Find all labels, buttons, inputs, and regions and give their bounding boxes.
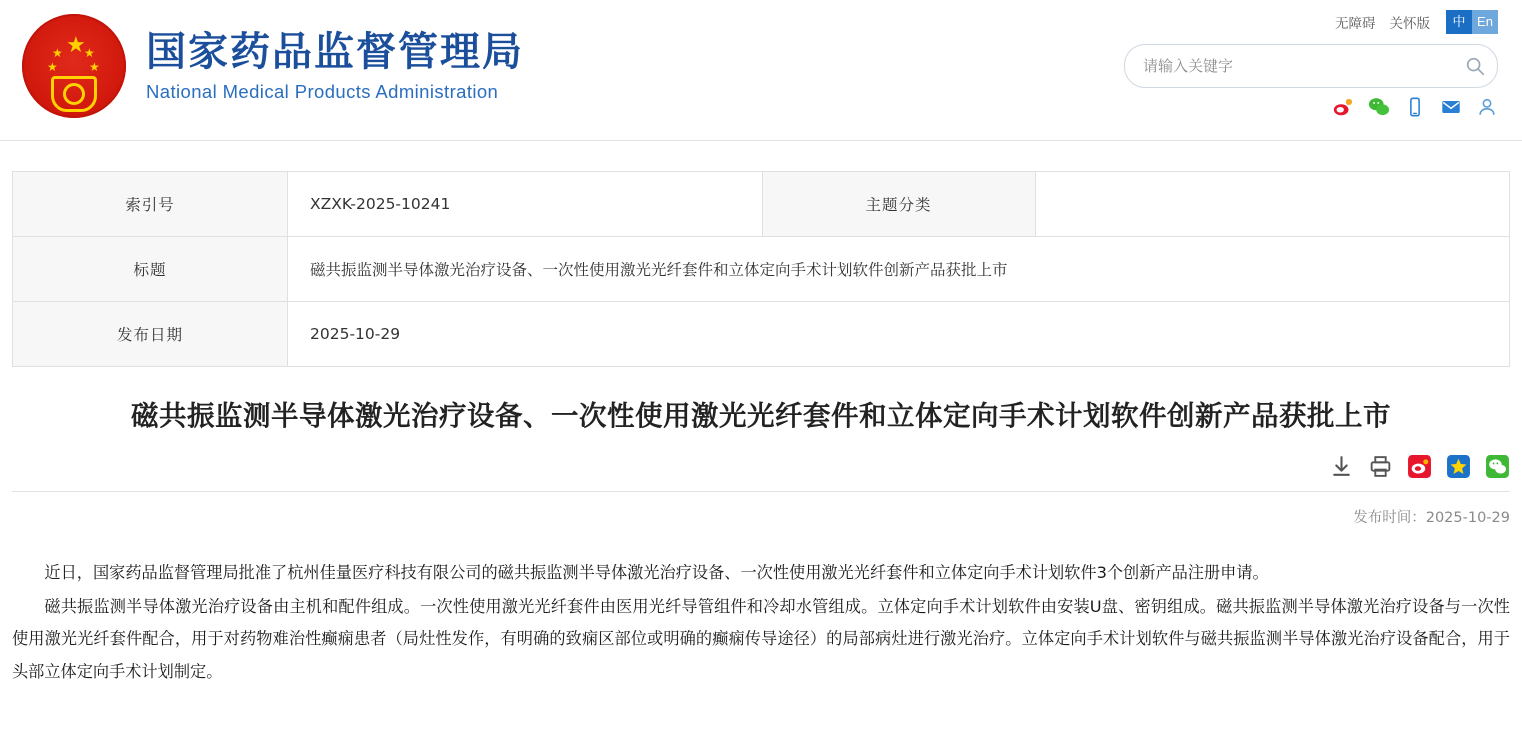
wechat-icon[interactable] (1368, 96, 1390, 118)
page-content (0, 171, 1522, 688)
table-row (13, 172, 1510, 237)
accessibility-link[interactable]: 无障碍 (1335, 16, 1376, 31)
language-en-button[interactable]: En (1472, 10, 1498, 34)
site-header (0, 0, 1522, 141)
user-icon[interactable] (1476, 96, 1498, 118)
language-cn-button[interactable]: 中 (1446, 10, 1472, 34)
site-title-block (146, 29, 524, 103)
emblem-star-1: ★ (52, 46, 63, 60)
emblem-star-2: ★ (47, 60, 58, 74)
national-emblem-icon (22, 14, 126, 118)
publish-time (12, 506, 1510, 527)
elder-mode-link[interactable]: 关怀版 (1389, 16, 1430, 31)
site-title-en: National Medical Products Administration (146, 81, 499, 102)
meta-value-index: XZXK-2025-10241 (288, 172, 763, 237)
table-row (13, 302, 1510, 367)
meta-label-index: 索引号 (13, 172, 288, 237)
site-title-cn: 国家药品监督管理局 (146, 29, 524, 75)
search-button[interactable] (1453, 45, 1497, 87)
meta-label-category: 主题分类 (762, 172, 1035, 237)
site-logo[interactable] (22, 14, 524, 118)
print-icon[interactable] (1368, 454, 1393, 479)
meta-value-title: 磁共振监测半导体激光治疗设备、一次性使用激光光纤套件和立体定向手术计划软件创新产品获批上市 (288, 237, 1510, 302)
mobile-icon[interactable] (1404, 96, 1426, 118)
language-switcher (1446, 10, 1498, 34)
top-utility-links (1321, 10, 1498, 34)
social-icon-row (1332, 96, 1498, 118)
emblem-gear-icon (51, 76, 97, 112)
meta-label-title: 标题 (13, 237, 288, 302)
meta-value-publish-date: 2025-10-29 (288, 302, 1510, 367)
weibo-icon[interactable] (1332, 96, 1354, 118)
article-paragraph: 近日，国家药品监督管理局批准了杭州佳量医疗科技有限公司的磁共振监测半导体激光治疗设备、一次性使用激光光纤套件和立体定向手术计划软件3个创新产品注册申请。 (44, 562, 1269, 582)
search-input[interactable] (1125, 45, 1453, 87)
search-icon (1464, 55, 1486, 77)
publish-time-value: 2025-10-29 (1425, 509, 1510, 526)
mail-icon[interactable] (1440, 96, 1462, 118)
article-toolbar (12, 454, 1510, 492)
article-paragraph: 磁共振监测半导体激光治疗设备由主机和配件组成。一次性使用激光光纤套件由医用光纤导管组件和冷却水管组成。立体定向手术计划软件由安装U盘、密钥组成。磁共振监测半导体激光治疗设备与一次性使用激光光纤套件配合，用于对药物难治性癫痫患者（局灶性发作，有明确的致痫区部位或明确的癫痫传导途径）的局部病灶进行激光治疗。立体定向手术计划软件与磁共振监测半导体激光治疗设备配合，用于头部立体定向手术计划制定。 (12, 596, 1510, 681)
meta-value-category (1035, 172, 1510, 237)
download-icon[interactable] (1329, 454, 1354, 479)
search-box[interactable] (1124, 44, 1498, 88)
emblem-star-4: ★ (89, 60, 100, 74)
weibo-share-icon[interactable] (1407, 454, 1432, 479)
publish-time-label: 发布时间： (1353, 509, 1426, 526)
emblem-star-large: ★ (66, 32, 86, 57)
meta-label-publish-date: 发布日期 (13, 302, 288, 367)
document-metadata-table (12, 171, 1510, 367)
table-row (13, 237, 1510, 302)
wechat-share-icon[interactable] (1485, 454, 1510, 479)
page-title: 磁共振监测半导体激光治疗设备、一次性使用激光光纤套件和立体定向手术计划软件创新产品获批上市 (131, 400, 1391, 432)
favorite-icon[interactable] (1446, 454, 1471, 479)
article-body (12, 557, 1510, 689)
emblem-star-3: ★ (84, 46, 95, 60)
